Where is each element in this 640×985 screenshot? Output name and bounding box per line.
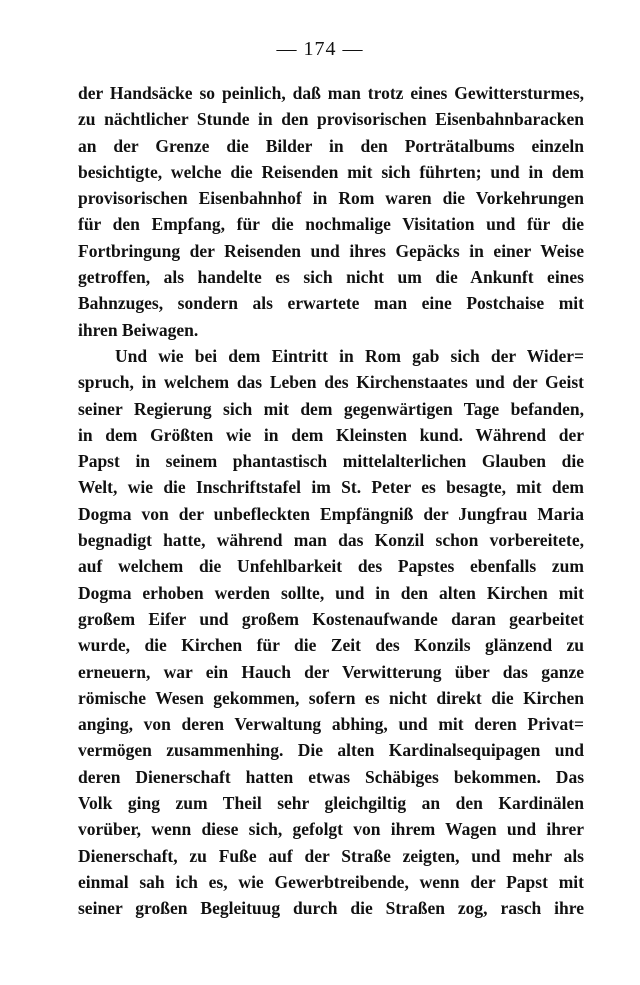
text-line: Dienerschaft, zu Fuße auf der Straße zeigten, und mehr als: [78, 845, 584, 866]
page-number: — 174 —: [276, 38, 364, 60]
text-line: Papst in seinem phantastisch mittelalterlichen Glauben die: [78, 451, 584, 472]
text-line: Und wie bei dem Eintritt in Rom gab sich der Wider=: [115, 345, 584, 366]
text-line: vermögen zusammenhing. Die alten Kardinalsequipagen und: [78, 740, 584, 761]
text-line: Fortbringung der Reisenden und ihres Gepäcks in einer Weise: [78, 240, 584, 261]
text-line: erneuern, war ein Hauch der Verwitterung über das ganze: [78, 661, 584, 682]
text-line: ihren Beiwagen.: [78, 319, 199, 340]
text-line: auf welchem die Unfehlbarkeit des Papstes ebenfalls zum: [78, 556, 584, 577]
text-line: Dogma erhoben werden sollte, und in den alten Kirchen mit: [78, 582, 584, 603]
text-line: deren Dienerschaft hatten etwas Schäbiges bekommen. Das: [78, 766, 584, 787]
text-line: großem Eifer und großem Kostenaufwande daran gearbeitet: [78, 608, 584, 629]
text-line: der Handsäcke so peinlich, daß man trotz eines Gewittersturmes,: [78, 83, 584, 103]
text-line: Dogma von der unbefleckten Empfängniß der Jungfrau Maria: [78, 503, 584, 524]
text-line: in dem Größten wie in dem Kleinsten kund. Während der: [78, 424, 584, 445]
text-line: zu nächtlicher Stunde in den provisorischen Eisenbahnbaracken: [78, 109, 584, 130]
text-line: Welt, wie die Inschriftstafel im St. Peter es besagte, mit dem: [78, 477, 584, 498]
text-line: seiner großen Begleituug durch die Straßen zog, rasch ihre: [78, 898, 584, 919]
text-line: vorüber, wenn diese sich, gefolgt von ihrem Wagen und ihrer: [78, 819, 584, 840]
text-line: begnadigt hatte, während man das Konzil schon vorbereitete,: [78, 530, 584, 551]
text-line: für den Empfang, für die nochmalige Visitation und für die: [78, 214, 584, 235]
text-line: spruch, in welchem das Leben des Kirchenstaates und der Geist: [78, 372, 584, 393]
text-line: wurde, die Kirchen für die Zeit des Konzils glänzend zu: [78, 635, 584, 656]
text-line: besichtigte, welche die Reisenden mit sich führten; und in dem: [78, 161, 584, 182]
text-line: römische Wesen gekommen, sofern es nicht direkt die Kirchen: [78, 687, 584, 708]
text-line: provisorischen Eisenbahnhof in Rom waren die Vorkehrungen: [78, 188, 584, 209]
body-text: [78, 80, 584, 922]
text-line: einmal sah ich es, wie Gewerbtreibende, wenn der Papst mit: [78, 871, 584, 892]
text-line: getroffen, als handelte es sich nicht um die Ankunft eines: [78, 267, 584, 288]
text-line: an der Grenze die Bilder in den Porträtalbums einzeln: [78, 135, 584, 156]
text-line: anging, von deren Verwaltung abhing, und mit deren Privat=: [78, 714, 584, 735]
text-line: seiner Regierung sich mit dem gegenwärtigen Tage befanden,: [78, 398, 584, 419]
text-line: Volk ging zum Theil sehr gleichgiltig an den Kardinälen: [78, 793, 584, 814]
text-line: Bahnzuges, sondern als erwartete man eine Postchaise mit: [78, 293, 584, 314]
